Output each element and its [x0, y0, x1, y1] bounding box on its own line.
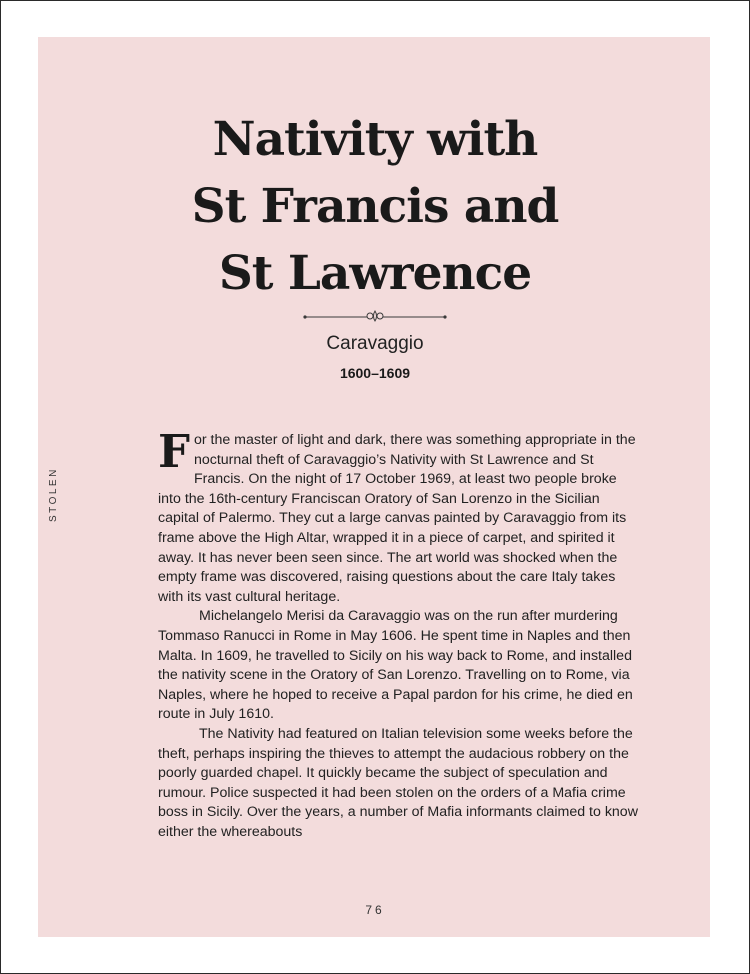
drop-cap: F [158, 425, 190, 478]
paragraph-1-text: or the master of light and dark, there was something appropriate in the nocturnal theft of Caravaggio’s Nativity with St Lawrence and St Francis. On the night of 17 October 1969, at least two people broke into the 16th-century Franciscan Oratory of San Lorenzo in the Sicilian capital of Palermo. They cut a large canvas painted by Caravaggio from its frame above the High Altar, wrapped it in a piece of carpet, and spirited it away. It has never been seen since. The art world was shocked when the empty frame was discovered, raising questions about the care Italy takes with its vast cultural heritage. [158, 432, 636, 605]
title-line-2: St Francis and [191, 179, 559, 234]
article-title [0, 106, 750, 307]
artist-name: Caravaggio [326, 333, 424, 354]
painting-dates: 1600–1609 [339, 365, 411, 381]
paragraph-1 [158, 425, 640, 607]
title-line-3: St Lawrence [218, 246, 532, 301]
page-number: 76 [365, 903, 385, 917]
paragraph-2: Michelangelo Merisi da Caravaggio was on the run after murdering Tommaso Ranucci in Rome in May 1606. He spent time in Naples and then Malta. In 1609, he travelled to Sicily on his way back to Rome, and installed the nativity scene in the Oratory of San Lorenzo. Travelling on to Rome, via Naples, where he hoped to receive a Papal pardon for his crime, he died en route in July 1610. [158, 608, 633, 723]
ornament-divider-icon [303, 308, 447, 324]
section-label: STOLEN [48, 467, 59, 522]
article-body [158, 425, 640, 842]
paragraph-3: The Nativity had featured on Italian television some weeks before the theft, perhaps inspiring the thieves to attempt the audacious robbery on the poorly guarded chapel. It quickly became the subject of speculation and rumour. Police suspected it had been stolen on the orders of a Mafia crime boss in Sicily. Over the years, a number of Mafia informants claimed to know either the whereabouts [158, 725, 638, 840]
title-line-1: Nativity with [212, 112, 538, 167]
